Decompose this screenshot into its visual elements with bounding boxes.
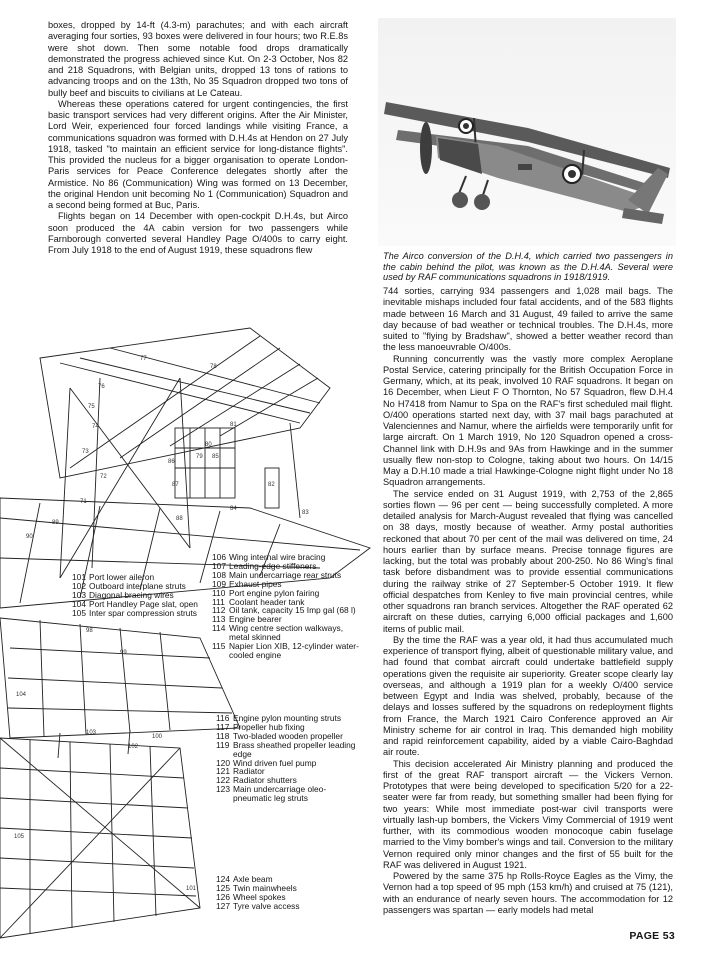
drawing-label: 102 xyxy=(128,744,139,750)
drawing-label: 77 xyxy=(140,356,147,362)
paragraph: By the time the RAF was a year old, it had thus accumulated much experience of transport flying, albeit of questionable military value, and had found that combat aircraft could undertake battlefield supply operations given the requisite air superiority. Greater scope clearly lay overseas, and although a 1919 plan for a weekly O/400 service between Egypt and India was shelved, probably, because of the delays and losses suffered by the squadrons on redeployment flights from France, the March 1921 Cairo Conference approved an Air Ministry scheme for air control in Iraq. This demanded high mobility and rapid reinforcement capability, aided by a viable Cairo-Baghdad air route. xyxy=(383,634,673,758)
legend-number: 112 xyxy=(212,605,226,616)
legend-number: 105 xyxy=(72,607,86,618)
drawing-label: 104 xyxy=(16,692,27,698)
legend-item xyxy=(216,902,356,911)
drawing-label: 75 xyxy=(88,404,95,410)
left-column-text xyxy=(48,20,348,256)
legend-number: 124 xyxy=(216,874,230,884)
drawing-label: 88 xyxy=(176,516,183,522)
drawing-label: 103 xyxy=(86,730,97,736)
legend-number: 104 xyxy=(72,598,86,609)
right-column-text xyxy=(383,286,673,916)
legend-number: 111 xyxy=(212,596,225,607)
legend-text: Wing centre section walkways, metal skinned xyxy=(229,623,344,643)
legend-item xyxy=(212,624,360,642)
legend-block xyxy=(216,875,356,911)
legend-text: Axle beam xyxy=(233,874,273,884)
legend-number: 119 xyxy=(216,739,230,750)
legend-text: Two-bladed wooden propeller xyxy=(233,730,343,741)
legend-number: 113 xyxy=(212,614,226,625)
drawing-label: 89 xyxy=(52,520,59,526)
drawing-label: 98 xyxy=(86,628,93,634)
legend-number: 109 xyxy=(212,578,226,589)
legend-number: 122 xyxy=(216,775,230,786)
legend-number: 107 xyxy=(212,560,226,571)
paragraph: boxes, dropped by 14-ft (4.3-m) parachutes; and with each aircraft averaging four sorties, 93 boxes were delivered in four hours; two R.E.8s were shot down. Then some notable food drops dramatically demonstrated the progress achieved since Kut. On 2-3 October, Nos 82 and 218 Squadrons, with Belgian units, dropped 13 tons of rations to advancing troops and on the 13th, No 35 Squadron dropped two tons of bully beef and biscuits to civilians at Le Cateau. xyxy=(48,20,348,98)
legend-text: Radiator shutters xyxy=(233,775,297,786)
drawing-label: 84 xyxy=(230,506,237,512)
paragraph: 744 sorties, carrying 934 passengers and 1,028 mail bags. The inevitable mishaps included four fatal accidents, and of the 583 flights made between 16 March and 31 August, 49 failed to arrive the same day because of bad weather or technical troubles. The D.H.4s, more suited to "flying by Bradshaw", showed a better weather record than the less manoeuvrable O/400s. xyxy=(383,286,673,353)
drawing-label: 73 xyxy=(82,449,89,455)
aircraft-photo xyxy=(378,18,676,246)
drawing-label: 74 xyxy=(92,424,99,430)
drawing-label: 90 xyxy=(26,534,33,540)
legend-text: Main undercarriage rear struts xyxy=(229,569,342,580)
drawing-label: 79 xyxy=(196,454,203,460)
legend-number: 110 xyxy=(212,587,226,598)
legend-number: 106 xyxy=(212,552,226,562)
drawing-label: 101 xyxy=(186,886,197,892)
legend-text: Diagonal bracing wires xyxy=(89,589,174,600)
legend-text: Port lower aileron xyxy=(89,572,155,582)
legend-text: Napier Lion XIB, 12-cylinder water-cooled engine xyxy=(229,641,359,660)
legend-text: Inter spar compression struts xyxy=(89,607,197,618)
legend-number: 121 xyxy=(216,766,230,777)
paragraph: This decision accelerated Air Ministry planning and produced the first of the great RAF transport aircraft — the Vickers Vernon. Prototypes that were being developed to specification 5/20 for a 22-seater were far from ready, but something smaller had been flying for two years: While most immediate post-war civil transports were virtually lash-up bombers, the Vickers Vimy Commercial of 1919 went further, with its commodious wooden monocoque cabin fuselage married to the Vimy bomber's wings and tail. Conversion to the military Vernon required only minor changes and the first of 55 built for the RAF was delivered in August 1921. xyxy=(383,758,673,870)
legend-number: 115 xyxy=(212,641,226,652)
photo-caption: The Airco conversion of the D.H.4, which carried two passengers in the cabin behind the pilot, was known as the D.H.4A. Several were used by RAF communications squadrons in 1918/1919. xyxy=(383,251,673,283)
drawing-label: 100 xyxy=(152,734,163,740)
drawing-label: 82 xyxy=(268,482,275,488)
drawing-label: 80 xyxy=(205,442,212,448)
legend-text: Brass sheathed propeller leading edge xyxy=(233,739,356,759)
legend-text: Wheel spokes xyxy=(233,891,286,902)
legend-text: Radiator xyxy=(233,766,265,777)
drawing-label: 86 xyxy=(168,459,175,465)
paragraph: Whereas these operations catered for urgent contingencies, the first basic transport services had very different origins. After the Air Minister, Lord Weir, experienced four forced landings while visiting France, a communications squadron was formed with D.H.4s at Hendon on 27 July 1918, tasked "to maintain an efficient service for long-distance flights". This provided the nucleus for a bigger organisation to operate London-Paris services for Peace Conference delegates shortly after the Armistice. No 86 (Communication) Wing was formed on 13 December, the original Hendon unit becoming No 1 (Communication) Squadron and a second being formed at Buc, Paris. xyxy=(48,98,348,210)
paragraph: Flights began on 14 December with open-cockpit D.H.4s, but Airco soon produced the 4A cabin version for two passengers while Farnborough converted several Handley Page O/400s to carry eight. From July 1918 to the end of August 1919, these squadrons flew xyxy=(48,211,348,255)
drawing-label: 83 xyxy=(302,510,309,516)
legend-number: 120 xyxy=(216,757,230,768)
legend-text: Port engine pylon fairing xyxy=(229,587,320,598)
legend-number: 114 xyxy=(212,623,226,634)
legend-number: 126 xyxy=(216,891,230,902)
legend-text: Twin mainwheels xyxy=(233,882,297,893)
legend-number: 108 xyxy=(212,569,226,580)
legend-number: 123 xyxy=(216,784,230,795)
legend-text: Propeller hub fixing xyxy=(233,721,305,732)
drawing-label: 87 xyxy=(172,482,179,488)
legend-number: 127 xyxy=(216,900,230,911)
paragraph: The service ended on 31 August 1919, with 2,753 of the 2,865 sorties flown — 96 per cent — being successfully completed. A more detailed analysis for March-August revealed that flying was cancelled on 38 days, mostly because of weather. Army postal authorities reckoned that about 70 per cent of the mail was delivered on time, 24 hours earlier than by surface means. Precise tonnage figures are lacking, but the total was probably about 200-250. No 86 Wing's final task before disbandment was to provide essential communications during the railway strike of 27 September-5 October 1919. It flew official despatches from Kenley to five main provincial centres, while other squadrons ran branch services. Altogether the RAF operated 62 aircraft on these duties, carrying 6,000 official packages and 1,600 items of public mail. xyxy=(383,488,673,634)
legend-text: Leading-edge stiffeners xyxy=(229,560,317,571)
drawing-label: 99 xyxy=(120,650,127,656)
legend-block xyxy=(212,553,360,660)
legend-item xyxy=(216,741,356,759)
legend-number: 116 xyxy=(216,713,230,723)
legend-number: 125 xyxy=(216,882,230,893)
legend-text: Engine pylon mounting struts xyxy=(233,713,342,723)
legend-text: Outboard interplane struts xyxy=(89,580,186,591)
drawing-label: 105 xyxy=(14,834,25,840)
paragraph: Running concurrently was the vastly more complex Aeroplane Postal Service, catering principally for the British Occupation Force in Germany, which, at its peak, involved 10 RAF squadrons. It began on 16 December, when Lieut F O Thornton, No 57 Squadron, flew D.H.4 No H7418 from Namur to Spa on the RAF's first scheduled mail flight. O/400 operations started next day, with 37 mail bags parachuted at Valenciennes and Namur, where the airfields were temporarily unfit for large aircraft. On 1 March 1919, No 120 Squadron opened a cross-Channel link with D.H.9s and 9As from Hawkinge and in the summer usually flew non-stop to Cologne, taking about two hours. On 14/15 May a D.H.10 made a trial Hawkinge-Cologne night flight under No 18 Squadron arrangements. xyxy=(383,353,673,488)
legend-block xyxy=(72,573,222,618)
drawing-label: 81 xyxy=(230,422,237,428)
legend-text: Coolant header tank xyxy=(229,596,305,607)
legend-number: 117 xyxy=(216,721,230,732)
legend-number: 103 xyxy=(72,589,86,600)
drawing-label: 85 xyxy=(212,454,219,460)
legend-text: Oil tank, capacity 15 Imp gal (68 l) xyxy=(229,605,356,616)
legend-block xyxy=(216,714,356,803)
drawing-label: 71 xyxy=(80,499,87,505)
legend-number: 118 xyxy=(216,730,230,741)
paragraph: Powered by the same 375 hp Rolls-Royce Eagles as the Vimy, the Vernon had a top speed of 95 mph (153 km/h) and cruised at 75 (121), with an endurance of nearly seven hours. The accommodation for 12 passengers was spartan — early models had metal xyxy=(383,871,673,915)
legend-number: 102 xyxy=(72,580,86,591)
drawing-label: 78 xyxy=(210,364,217,370)
legend-text: Tyre valve access xyxy=(233,900,300,911)
legend-number: 101 xyxy=(72,572,86,582)
legend-text: Wing internal wire bracing xyxy=(229,552,326,562)
legend-text: Port Handley Page slat, open xyxy=(89,598,198,609)
drawing-label: 72 xyxy=(100,474,107,480)
legend-text: Exhaust pipes xyxy=(229,578,282,589)
legend-item xyxy=(212,642,360,660)
legend-text: Engine bearer xyxy=(229,614,282,625)
legend-item xyxy=(72,609,222,618)
legend-text: Wind driven fuel pump xyxy=(233,757,317,768)
legend-item xyxy=(216,785,356,803)
page-number: PAGE 53 xyxy=(629,930,675,942)
drawing-label: 76 xyxy=(98,384,105,390)
legend-text: Main undercarriage oleo-pneumatic leg struts xyxy=(233,784,327,804)
